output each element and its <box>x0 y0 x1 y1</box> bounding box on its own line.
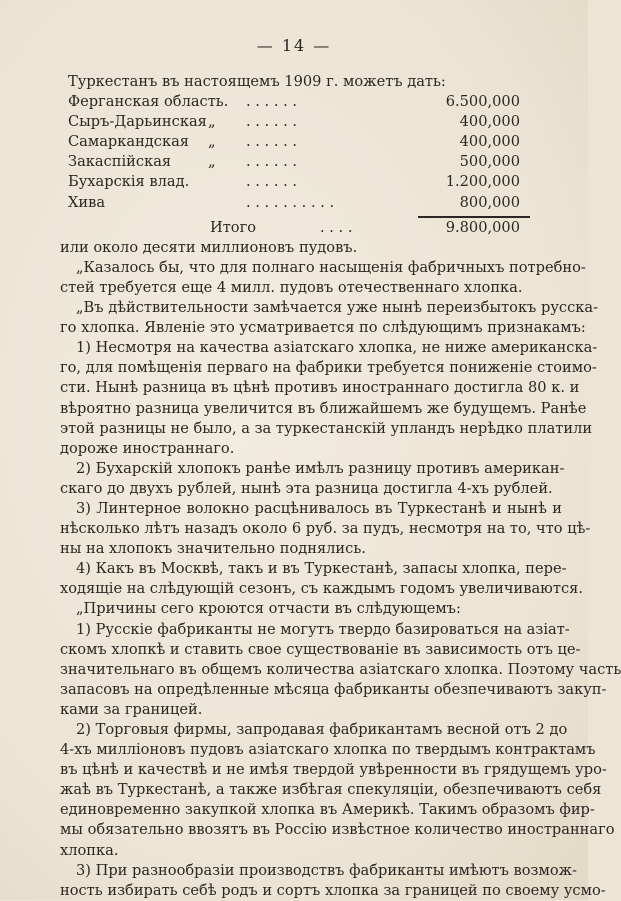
text-line: ходящіе на слѣдующій сезонъ, съ каждымъ годомъ увеличиваются. <box>60 580 583 598</box>
paragraph <box>60 599 562 619</box>
region-name: Сыръ-Дарьинская <box>68 113 207 131</box>
intro-line: Туркестанъ въ настоящемъ 1909 г. можетъ дать: <box>68 73 446 90</box>
region-name: Хива <box>68 193 106 211</box>
ditto-mark: „ <box>208 133 216 151</box>
region-row <box>60 112 562 132</box>
leader-dots: . . . . . . <box>246 133 298 151</box>
text-line: нѣсколько лѣтъ назадъ около 6 руб. за пудъ, несмотря на то, что цѣ- <box>60 520 591 538</box>
region-row <box>60 193 562 213</box>
text-line: 4) Какъ въ Москвѣ, такъ и въ Туркестанѣ, запасы хлопка, пере- <box>76 560 567 578</box>
paragraph <box>60 258 586 298</box>
leader-dots: . . . . . . <box>246 93 298 111</box>
text-line: „Причины сего кроются отчасти въ слѣдующемъ: <box>76 600 461 618</box>
paragraph <box>60 298 599 338</box>
paragraph <box>60 620 621 720</box>
text-line: сти. Нынѣ разница въ цѣнѣ противъ иностраннаго достигла 80 к. и <box>60 379 580 397</box>
leader-dots: . . . . . . <box>246 153 298 171</box>
text-line: вѣроятно разница увеличится въ ближайшемъ же будущемъ. Ранѣе <box>60 399 587 417</box>
total-row <box>60 218 562 238</box>
text-line: 2) Бухарскій хлопокъ ранѣе имѣлъ разницу противъ американ- <box>76 459 565 477</box>
region-value: 6.500,000 <box>445 93 520 111</box>
total-label: Итого <box>210 218 257 236</box>
text-line: дороже иностраннаго. <box>60 439 235 457</box>
text-line: ны на хлопокъ значительно поднялись. <box>60 540 366 558</box>
region-value: 1.200,000 <box>445 173 520 191</box>
region-row <box>60 132 562 152</box>
region-value: 400,000 <box>459 133 520 151</box>
text-line: значительнаго въ общемъ количества азіатскаго хлопка. Поэтому часть <box>60 660 621 678</box>
text-line: мы обязательно ввозятъ въ Россію извѣстное количество иностраннаго <box>60 821 615 839</box>
paragraph <box>60 720 615 861</box>
text-line: единовременно закупкой хлопка въ Америкѣ. Такимъ образомъ фир- <box>60 801 595 819</box>
text-line: ность избирать себѣ родъ и сортъ хлопка за границей по своему усмо- <box>60 881 606 899</box>
text-line: хлопка. <box>60 841 119 859</box>
page-text <box>60 72 621 901</box>
text-line: скомъ хлопкѣ и ставить свое существованіе въ зависимость отъ це- <box>60 640 581 658</box>
region-row <box>60 92 562 112</box>
region-value: 800,000 <box>459 193 520 211</box>
paragraph <box>60 861 606 901</box>
text-line: ками за границей. <box>60 700 203 718</box>
paragraph <box>60 499 591 559</box>
text-line: жаѣ въ Туркестанѣ, а также избѣгая спекуляціи, обезпечиваютъ себя <box>60 781 602 799</box>
text-line: 1) Несмотря на качества азіатскаго хлопка, не ниже американска- <box>76 339 598 357</box>
leader-dots: . . . . . . <box>246 173 298 191</box>
text-line: въ цѣнѣ и качествѣ и не имѣя твердой увѣренности въ грядущемъ уро- <box>60 761 607 779</box>
text-line: или около десяти миллионовъ пудовъ. <box>60 238 358 256</box>
paragraph <box>60 459 565 499</box>
region-value: 400,000 <box>459 113 520 131</box>
text-line: „Казалось бы, что для полнаго насыщенія фабричныхъ потребно- <box>76 258 586 276</box>
region-value: 500,000 <box>459 153 520 171</box>
leader-dots: . . . . . . . . . . <box>246 193 335 211</box>
region-name: Бухарскія влад. <box>68 173 190 191</box>
paragraph <box>60 559 583 599</box>
total-value: 9.800,000 <box>445 218 520 236</box>
text-line: 3) При разнообразіи производствъ фабриканты имѣютъ возмож- <box>76 861 577 879</box>
region-table <box>60 92 562 213</box>
text-line: го, для помѣщенія перваго на фабрики требуется пониженіе стоимо- <box>60 359 597 377</box>
ditto-mark: „ <box>208 113 216 131</box>
ditto-mark: „ <box>208 153 216 171</box>
text-line: запасовъ на опредѣленные мѣсяца фабриканты обезпечиваютъ закуп- <box>60 680 607 698</box>
leader-dots: . . . . . . <box>246 113 298 131</box>
region-name: Ферганская область. <box>68 93 229 111</box>
text-line: 3) Линтерное волокно расцѣнивалось въ Туркестанѣ и нынѣ и <box>76 499 562 517</box>
page-number: — 14 — <box>256 36 332 55</box>
paragraph <box>60 238 562 258</box>
text-line: 1) Русскіе фабриканты не могутъ твердо базироваться на азіат- <box>76 620 570 638</box>
text-line: стей требуется еще 4 милл. пудовъ отечественнаго хлопка. <box>60 278 523 296</box>
text-line: скаго до двухъ рублей, нынѣ эта разница достигла 4-хъ рублей. <box>60 479 553 497</box>
text-line: го хлопка. Явленіе это усматривается по слѣдующимъ признакамъ: <box>60 319 586 337</box>
text-line: „Въ дѣйствительности замѣчается уже нынѣ переизбытокъ русска- <box>76 299 599 317</box>
region-row <box>60 172 562 192</box>
text-line: этой разницы не было, а за туркестанскій упландъ нерѣдко платили <box>60 419 593 437</box>
total-dots: . . . . <box>320 218 353 236</box>
text-line: 2) Торговыя фирмы, запродавая фабрикантамъ весной отъ 2 до <box>76 721 568 738</box>
region-name: Закаспійская <box>68 153 172 171</box>
region-name: Самаркандская <box>68 133 189 151</box>
body-paragraphs <box>60 238 621 901</box>
text-line: 4-хъ милліоновъ пудовъ азіатскаго хлопка по твердымъ контрактамъ <box>60 741 596 759</box>
region-row <box>60 152 562 172</box>
paragraph <box>60 338 598 459</box>
